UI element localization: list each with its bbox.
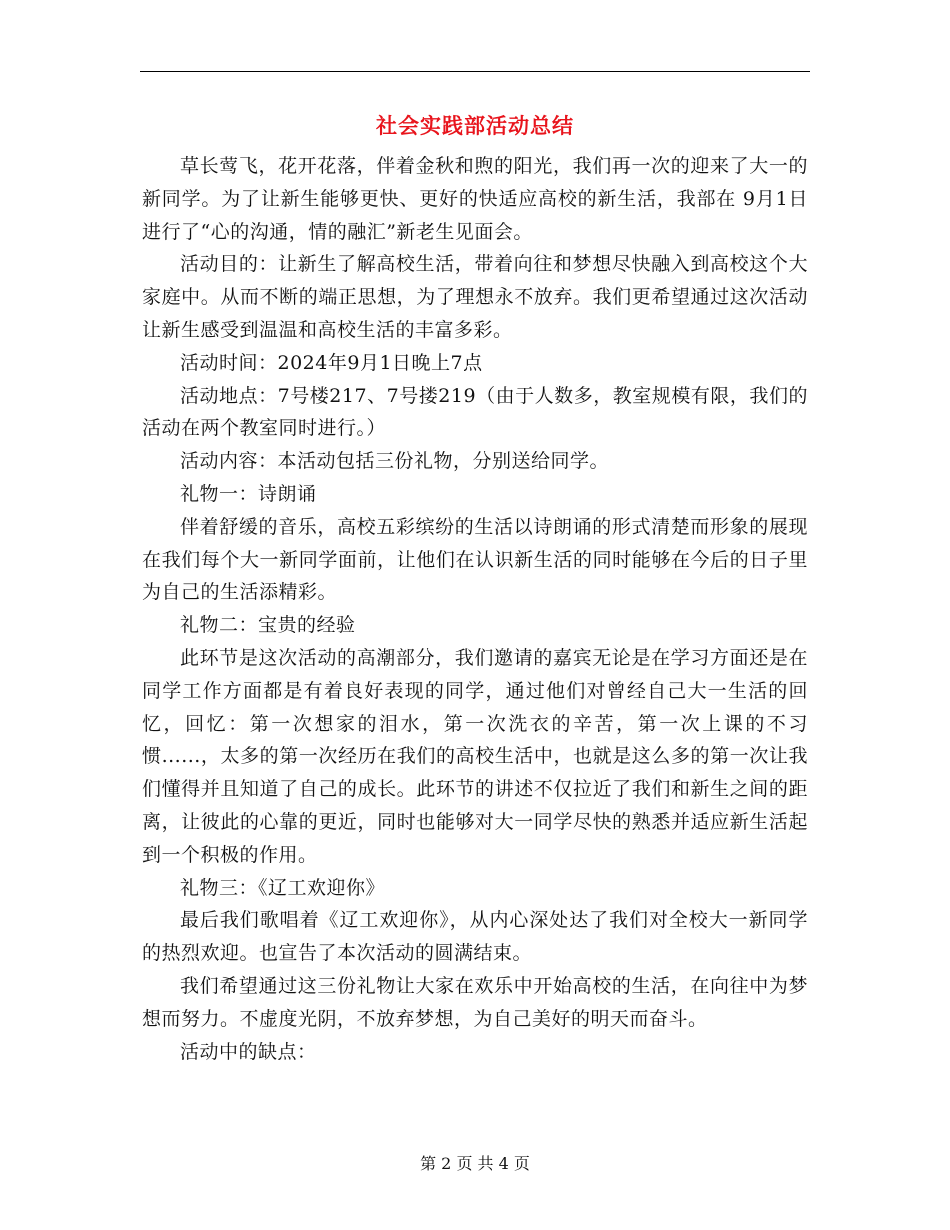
paragraph-purpose: 活动目的：让新生了解高校生活，带着向往和梦想尽快融入到高校这个大家庭中。从而不断的端正思想，为了理想永不放弃。我们更希望通过这次活动让新生感受到温温和高校生活的丰富多彩。 [142,253,808,341]
paragraph-intro: 草长莺飞，花开花落，伴着金秋和煦的阳光，我们再一次的迎来了大一的新同学。为了让新生能够更快、更好的快适应高校的新生活，我部在 9月1日进行了“心的沟通，情的融汇”新老生见面会。 [142,155,808,243]
paragraph-time: 活动时间：2024年9月1日晚上7点 [180,351,483,374]
paragraph-location: 活动地点：7号楼217、7号搂219（由于人数多，教室规模有限，我们的活动在两个教室同时进行。） [142,384,808,440]
paragraph-conclusion: 我们希望通过这三份礼物让大家在欢乐中开始高校的生活，在向往中为梦想而努力。不虚度光阴，不放弃梦想，为自己美好的明天而奋斗。 [142,974,808,1030]
page-number: 第 2 页 共 4 页 [420,1154,530,1173]
paragraph-gift-one-heading: 礼物一：诗朗诵 [180,482,317,505]
header-rule [140,71,810,72]
paragraph-gift-two-heading: 礼物二：宝贵的经验 [180,614,356,637]
paragraph-gift-three-heading: 礼物三：《辽工欢迎你》 [180,876,386,899]
page-footer [0,1152,950,1176]
paragraph-content: 活动内容：本活动包括三份礼物，分别送给同学。 [180,450,610,473]
paragraph-gift-one-body: 伴着舒缓的音乐，高校五彩缤纷的生活以诗朗诵的形式清楚而形象的展现在我们每个大一新同学面前，让他们在认识新生活的同时能够在今后的日子里为自己的生活添精彩。 [142,515,808,604]
paragraph-gift-three-body: 最后我们歌唱着《辽工欢迎你》，从内心深处达了我们对全校大一新同学的热烈欢迎。也宣告了本次活动的圆满结束。 [142,909,808,965]
document-body [142,150,808,1068]
paragraph-shortcomings: 活动中的缺点： [180,1040,317,1063]
document-title: 社会实践部活动总结 [376,113,574,138]
paragraph-gift-two-body: 此环节是这次活动的高潮部分，我们邀请的嘉宾无论是在学习方面还是在同学工作方面都是有着良好表现的同学，通过他们对曾经自己大一生活的回忆，回忆：第一次想家的泪水，第一次洗衣的辛苦，第一次上课的不习惯......，太多的第一次经历在我们的高校生活中，也就是这么多的第一次让我们懂得并且知道了自己的成长。此环节的讲述不仅拉近了我们和新生之间的距离，让彼此的心靠的更近，同时也能够对大一同学尽快的熟悉并适应新生活起到一个积极的作用。 [142,646,808,866]
